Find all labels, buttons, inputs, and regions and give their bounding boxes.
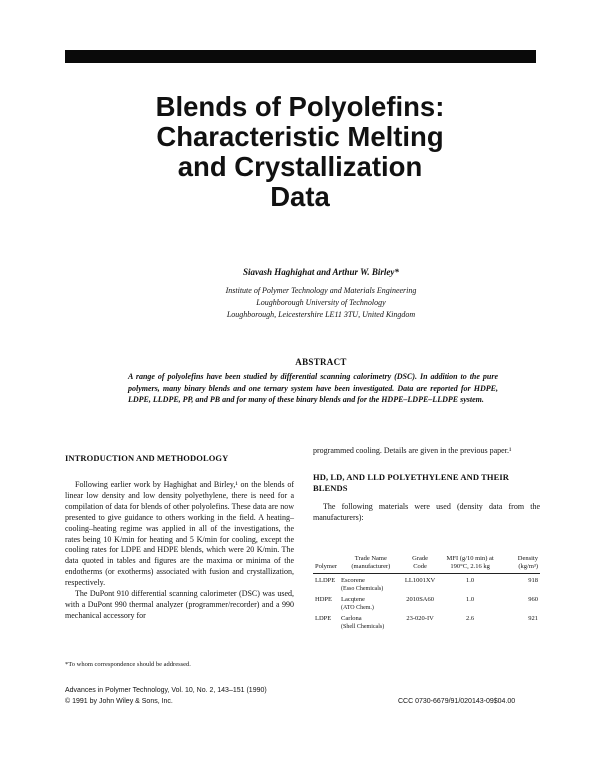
journal-citation: Advances in Polymer Technology, Vol. 10, No. 2, 143–151 (1990) (65, 687, 267, 694)
footnote: *To whom correspondence should be addressed. (65, 661, 191, 668)
copyright: © 1991 by John Wiley & Sons, Inc. (65, 698, 173, 705)
cell-grade: LL1001XV (404, 577, 436, 584)
cell-grade: 2010SA60 (406, 596, 434, 603)
continued-paragraph: programmed cooling. Details are given in the previous paper.¹ (313, 446, 512, 455)
table-row (313, 593, 540, 612)
abstract-text: A range of polyolefins have been studied by differential scanning calorimetry (DSC). In addition to the pure polymers, many binary blends and one ternary system have been investigated. Data are reported for HDPE, LDPE, LLDPE, PP, and PB and for many of these binary blends and for the HDPE–LDPE–LLDPE system. (128, 372, 498, 405)
header-rule (65, 50, 536, 63)
table-row (313, 612, 540, 631)
cell-trade (339, 574, 403, 594)
affiliation-line: Loughborough University of Technology (256, 298, 386, 307)
cell-trade (339, 612, 403, 631)
col-header-mfi: MFI (g/10 min) at 190°C, 2.16 kg (438, 555, 503, 574)
intro-paragraph: Following earlier work by Haghighat and Birley,¹ on the blends of linear low density and low density polyethylene, there is need for a compilation of data for blends of other polyolefins. These data are now presented to give guidance to others working in the field. A heating–cooling–heating regime was applied in all of the investigations, the rates being 10 K/min for heating and 5 K/min for cooling, except the cooling rates for LDPE and HDPE blends, which were 20 K/min. The data quoted in tables and figures are the maxima or minima of the endotherms (or exotherms) associated with fusion and crystallization, respectively. (65, 480, 294, 588)
affiliation-line: Institute of Polymer Technology and Materials Engineering (225, 286, 417, 295)
col-header-grade: Grade Code (403, 555, 438, 574)
trade-name: Carlona (341, 615, 362, 622)
cell-mfi: 2.6 (466, 615, 475, 622)
authors: Siavash Haghighat and Arthur W. Birley* (243, 267, 399, 277)
cell-polymer: LLDPE (315, 577, 336, 584)
abstract-heading: ABSTRACT (295, 357, 347, 367)
table-row (313, 574, 540, 594)
cell-polymer: HDPE (315, 596, 332, 603)
section-heading-intro: INTRODUCTION AND METHODOLOGY (65, 453, 229, 463)
cell-trade (339, 593, 403, 612)
manufacturer: (Shell Chemicals) (341, 624, 385, 630)
cell-polymer: LDPE (315, 615, 332, 622)
materials-table (313, 555, 540, 631)
title-line: Blends of Polyolefins: (155, 91, 445, 122)
cell-grade: 23-020-IV (406, 615, 434, 622)
manufacturer: (ATO Chem.) (341, 605, 374, 611)
col-header-polymer: Polymer (313, 555, 339, 574)
cell-mfi: 1.0 (466, 577, 475, 584)
cell-mfi: 1.0 (466, 596, 475, 603)
table-header-row (313, 555, 540, 574)
cell-density: 960 (528, 596, 538, 603)
ccc-code: CCC 0730-6679/91/020143-09$04.00 (398, 698, 516, 705)
affiliation (150, 285, 492, 321)
materials-paragraph: The following materials were used (density data from the manufacturers): (313, 501, 540, 522)
cell-density: 921 (528, 615, 538, 622)
manufacturer: (Esso Chemicals) (341, 586, 384, 592)
col-header-trade: Trade Name (manufacturer) (339, 555, 403, 574)
trade-name: Escorene (341, 577, 365, 584)
article-title (90, 92, 510, 212)
title-line: and Crystallization (177, 151, 423, 182)
col-header-density: Density (kg/m³) (503, 555, 540, 574)
title-line: Characteristic Melting (156, 121, 444, 152)
trade-name: Lacqtene (341, 596, 365, 603)
method-paragraph: The DuPont 910 differential scanning calorimeter (DSC) was used, with a DuPont 990 thermal analyzer (programmer/recorder) and a 990 mechanical accessory for (65, 589, 294, 620)
left-column (65, 453, 294, 622)
cell-density: 918 (528, 577, 538, 584)
section-heading-polyethylene: HD, LD, AND LLD POLYETHYLENE AND THEIR BLENDS (313, 471, 510, 493)
right-column (313, 446, 540, 524)
affiliation-line: Loughborough, Leicestershire LE11 3TU, United Kingdom (226, 310, 416, 319)
title-line: Data (270, 181, 330, 212)
